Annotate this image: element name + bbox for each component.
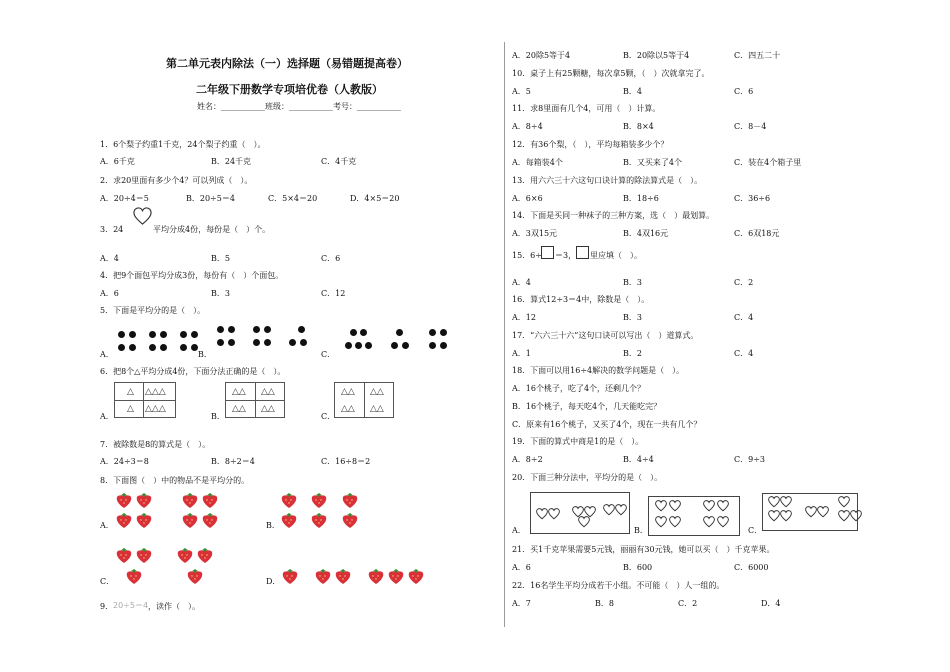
option-b[interactable]: B．2 — [623, 349, 642, 358]
heart-icon — [769, 497, 780, 507]
question-text-end: 里应填（ ）。 — [590, 251, 642, 260]
option-d[interactable]: D． — [266, 577, 281, 586]
heart-icon — [604, 505, 615, 515]
cell-text: △△ — [370, 404, 384, 414]
option-a[interactable]: A．每箱装4个 — [512, 158, 563, 167]
question-text: 17．“六六三十六”这句口诀可以写出（ ）道算式。 — [512, 331, 699, 340]
option-c[interactable]: C．四五二十 — [734, 51, 781, 60]
option-c[interactable]: C．装在4个箱子里 — [734, 158, 802, 167]
cell-text: △△ — [232, 387, 246, 397]
heart-icon — [781, 497, 792, 507]
heart-icon — [806, 507, 817, 517]
option-a[interactable]: A．6×6 — [512, 194, 543, 203]
heart-icon — [537, 509, 548, 519]
cell-text: △△△ — [145, 387, 166, 397]
question-text: 12．有36个梨，（ ），平均每箱装多少个？ — [512, 140, 669, 149]
question-text-start: 3．24 — [100, 225, 124, 234]
heart-icon — [704, 517, 715, 527]
heart-icon — [573, 507, 584, 517]
question-text: 4．把9个面包平均分成3份，每份有（ ）个面包。 — [100, 271, 284, 280]
option-b[interactable]: B．5 — [211, 254, 230, 263]
option-b[interactable]: B． — [211, 412, 225, 421]
question-text: 14．下面是买同一种袜子的三种方案，选（ ）最划算。 — [512, 211, 715, 220]
question-text: 6．把8个△平均分成4份，下面分法正确的是（ ）。 — [100, 367, 286, 376]
option-b[interactable]: B．3 — [623, 313, 642, 322]
option-c[interactable]: C．6 — [321, 254, 341, 263]
option-b[interactable]: B．24千克 — [211, 157, 252, 166]
heart-icon — [656, 501, 667, 511]
option-b[interactable]: B．16个桃子，每天吃4个，几天能吃完？ — [512, 402, 662, 411]
option-a[interactable]: A．20除5等于4 — [512, 51, 571, 60]
question-text: 18．下面可以用16÷4解决的数学问题是（ ）。 — [512, 366, 685, 375]
cell-text: △△ — [370, 387, 384, 397]
option-c[interactable]: C． — [321, 412, 336, 421]
question-text: 13．用六六三十六这句口诀计算的除法算式是（ ）。 — [512, 176, 703, 185]
question-text-start: 9． — [100, 602, 114, 611]
option-b[interactable]: B． — [198, 350, 212, 359]
student-info-line: 姓名：___________班级：___________考号：___________ — [197, 102, 401, 111]
heart-icon — [579, 517, 590, 527]
option-c[interactable]: C． — [321, 350, 336, 359]
option-c[interactable]: C．5×4＝20 — [268, 194, 318, 203]
option-b[interactable]: B．600 — [623, 563, 653, 572]
question-text: 5．下面是平均分的是（ ）。 — [100, 306, 206, 315]
question-text: 11．求8里面有几个4，可用（ ）计算。 — [512, 104, 661, 113]
question-text: 20．下面三种分法中，平均分的是（ ）。 — [512, 473, 663, 482]
option-a[interactable]: A．12 — [512, 313, 536, 322]
question-text: 1．6个梨子约重1千克，24个梨子约重（ ）。 — [100, 140, 266, 149]
equation-image-text: 20÷5＝4 — [113, 601, 149, 610]
option-d[interactable]: D．4×5＝20 — [350, 194, 400, 203]
option-b[interactable]: B．18÷6 — [623, 194, 659, 203]
option-a[interactable]: A． — [100, 412, 114, 421]
option-c[interactable]: C． — [748, 526, 763, 535]
option-a[interactable]: A．3双15元 — [512, 229, 558, 238]
option-a[interactable]: A．16个桃子，吃了4个，还剩几个？ — [512, 384, 646, 393]
option-b[interactable]: B．20除以5等于4 — [623, 51, 690, 60]
option-c[interactable]: C．9÷3 — [734, 455, 766, 464]
heart-icon — [704, 501, 715, 511]
cell-text: △△ — [261, 404, 275, 414]
heart-icon — [616, 505, 627, 515]
heart-icon — [718, 501, 729, 511]
heart-icon — [769, 511, 780, 521]
option-b[interactable]: B．20÷5＝4 — [186, 194, 235, 203]
option-c[interactable]: C．原来有16个桃子，又买了4个，现在一共有几个？ — [512, 420, 702, 429]
option-c[interactable]: C．4 — [734, 313, 754, 322]
heart-icon — [670, 501, 681, 511]
option-a[interactable]: A． — [100, 521, 114, 530]
option-a[interactable]: A．20÷4＝5 — [100, 194, 149, 203]
question-text-end: ，读作（ ）。 — [148, 602, 200, 611]
option-b[interactable]: B．8 — [595, 599, 614, 608]
question-text-start: 15．6÷ — [512, 251, 542, 260]
worksheet-title: 第二单元表内除法（一）选择题（易错题提高卷） — [166, 57, 408, 70]
option-c[interactable]: C．12 — [321, 289, 346, 298]
option-a[interactable]: A． — [100, 350, 114, 359]
heart-icon — [839, 511, 850, 521]
option-b[interactable]: B．又买来了4个 — [623, 158, 682, 167]
option-a[interactable]: A．5 — [512, 87, 531, 96]
option-a[interactable]: A．8÷4 — [512, 122, 543, 131]
option-a[interactable]: A．8÷2 — [512, 455, 543, 464]
option-c[interactable]: C．4千克 — [321, 157, 357, 166]
option-a[interactable]: A．24÷3＝8 — [100, 457, 149, 466]
option-c[interactable]: C．2 — [734, 278, 754, 287]
cell-text: △△△ — [145, 404, 166, 414]
option-b[interactable]: B． — [634, 526, 648, 535]
option-b[interactable]: B．4双16元 — [623, 229, 669, 238]
option-b[interactable]: B．8÷2＝4 — [211, 457, 255, 466]
option-b[interactable]: B．8×4 — [623, 122, 654, 131]
option-c[interactable]: C．6000 — [734, 563, 769, 572]
heart-icon — [585, 507, 596, 517]
question-text: 22．16名学生平均分成若干小组。不可能（ ）人一组的。 — [512, 581, 725, 590]
heart-icon — [549, 509, 560, 519]
heart-icon — [656, 517, 667, 527]
option-b[interactable]: B．4÷4 — [623, 455, 654, 464]
option-c[interactable]: C．8－4 — [734, 122, 767, 131]
question-text: 19．下面的算式中商是1的是（ ）。 — [512, 437, 644, 446]
option-d[interactable]: D．4 — [761, 599, 781, 608]
option-b[interactable]: B．3 — [211, 289, 230, 298]
option-c[interactable]: C．36÷6 — [734, 194, 771, 203]
option-c[interactable]: C．4 — [734, 349, 754, 358]
option-c[interactable]: C．6双18元 — [734, 229, 780, 238]
heart-icon — [781, 511, 792, 521]
option-b[interactable]: B．3 — [623, 278, 642, 287]
option-c[interactable]: C． — [100, 577, 115, 586]
question-text-mid: ＝3， — [555, 251, 577, 260]
worksheet-subtitle: 二年级下册数学专项培优卷（人教版） — [196, 83, 383, 96]
option-c[interactable]: C．16÷8＝2 — [321, 457, 371, 466]
cell-text: △ — [127, 387, 134, 397]
option-a[interactable]: A．7 — [512, 599, 531, 608]
cell-text: △ — [127, 404, 134, 414]
question-text: 21．买1千克苹果需要5元钱，丽丽有30元钱，她可以买（ ）千克苹果。 — [512, 545, 775, 554]
cell-text: △△ — [261, 387, 275, 397]
cell-text: △△ — [341, 387, 355, 397]
heart-icon — [839, 497, 850, 507]
option-b[interactable]: B．4 — [623, 87, 642, 96]
question-text-end: 平均分成4份，每份是（ ）个。 — [153, 225, 271, 234]
option-c[interactable]: C．2 — [678, 599, 698, 608]
option-a[interactable]: A．6 — [100, 289, 119, 298]
question-text: 2．求20里面有多少个4？可以列成（ ）。 — [100, 176, 253, 185]
option-a[interactable]: A．6 — [512, 563, 531, 572]
question-text: 8．下面图（ ）中的物品不是平均分的。 — [100, 476, 250, 485]
option-c[interactable]: C．6 — [734, 87, 754, 96]
option-b[interactable]: B． — [266, 521, 280, 530]
cell-text: △△ — [232, 404, 246, 414]
option-a[interactable]: A．4 — [100, 254, 119, 263]
heart-icon — [718, 517, 729, 527]
question-text: 10．桌子上有25颗糖，每次拿5颗，（ ）次就拿完了。 — [512, 69, 710, 78]
option-a[interactable]: A．6千克 — [100, 157, 135, 166]
option-a[interactable]: A．4 — [512, 278, 531, 287]
question-text: 7．被除数是8的算式是（ ）。 — [100, 440, 211, 449]
heart-icon — [851, 511, 862, 521]
option-a[interactable]: A． — [512, 526, 526, 535]
question-text: 16．算式12÷3＝4中，除数是（ ）。 — [512, 295, 650, 304]
heart-icon — [818, 507, 829, 517]
heart-icon — [670, 517, 681, 527]
option-a[interactable]: A．1 — [512, 349, 531, 358]
cell-text: △△ — [341, 404, 355, 414]
